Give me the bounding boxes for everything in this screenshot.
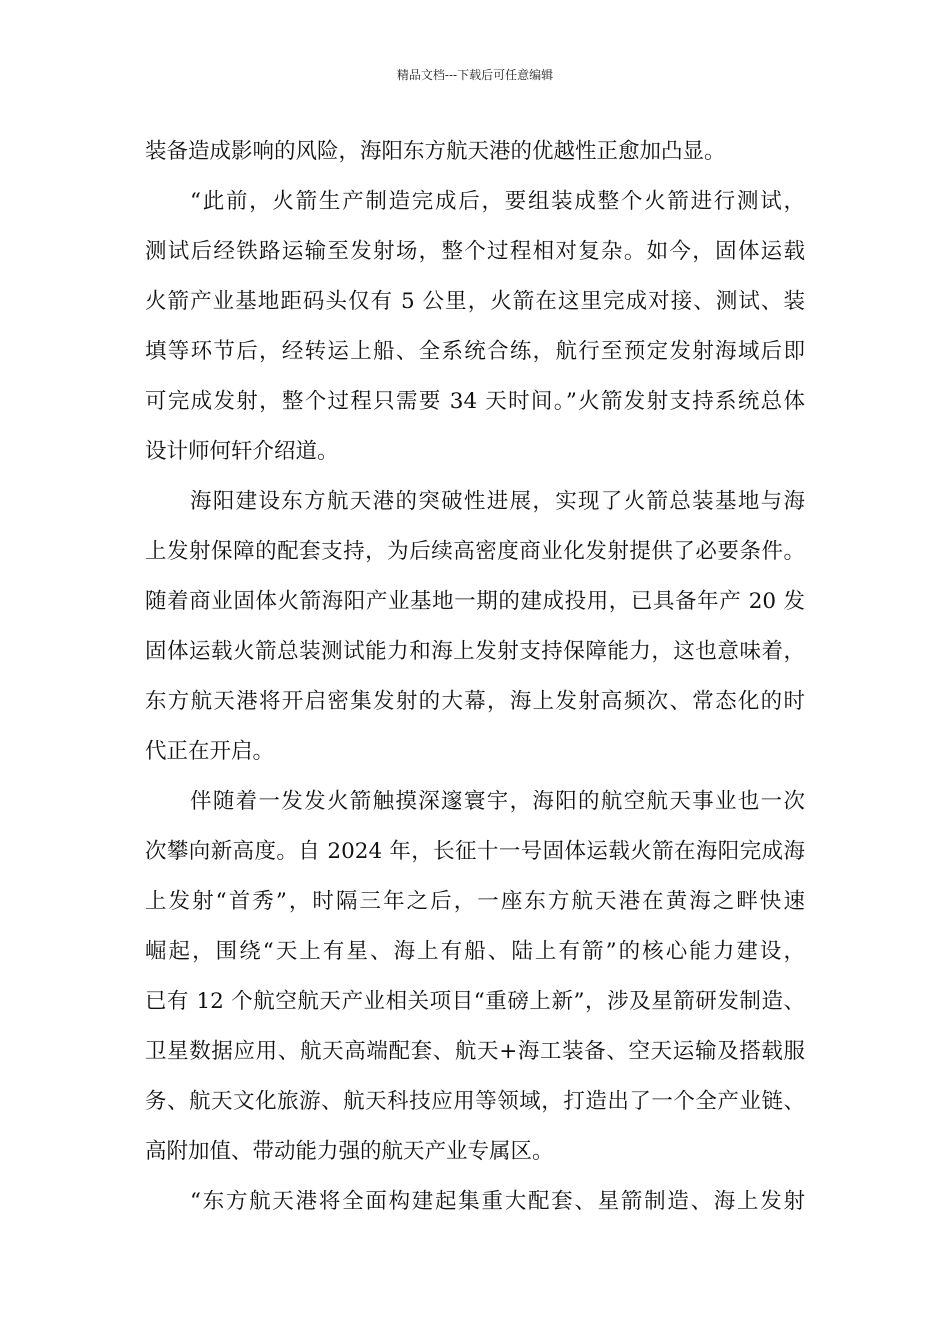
text-line: 东方航天港将开启密集发射的大幕，海上发射高频次、常态化的时 bbox=[145, 689, 805, 714]
paragraph bbox=[145, 127, 805, 177]
text-line: 伴随着一发发火箭触摸深邃寰宇，海阳的航空航天事业也一次 bbox=[190, 789, 805, 814]
text-line: 次攀向新高度。自 2024 年，长征十一号固体运载火箭在海阳完成海 bbox=[145, 839, 805, 864]
text-line: 上发射“首秀”，时隔三年之后，一座东方航天港在黄海之畔快速 bbox=[145, 889, 805, 914]
document-body bbox=[145, 127, 805, 1227]
text-line: 海阳建设东方航天港的突破性进展，实现了火箭总装基地与海 bbox=[190, 489, 805, 514]
text-line: 火箭产业基地距码头仅有 5 公里，火箭在这里完成对接、测试、装 bbox=[145, 289, 805, 314]
text-line: “此前，火箭生产制造完成后，要组装成整个火箭进行测试， bbox=[190, 189, 805, 214]
text-line: 高附加值、带动能力强的航天产业专属区。 bbox=[145, 1139, 554, 1164]
paragraph bbox=[145, 477, 805, 777]
text-line: 设计师何轩介绍道。 bbox=[145, 439, 339, 464]
text-line: “东方航天港将全面构建起集重大配套、星箭制造、海上发射 bbox=[190, 1189, 805, 1214]
text-line: 已有 12 个航空航天产业相关项目“重磅上新”，涉及星箭研发制造、 bbox=[145, 989, 805, 1014]
text-line: 上发射保障的配套支持，为后续高密度商业化发射提供了必要条件。 bbox=[145, 539, 805, 564]
text-line: 务、航天文化旅游、航天科技应用等领域，打造出了一个全产业链、 bbox=[145, 1089, 805, 1114]
text-line: 填等环节后，经转运上船、全系统合练，航行至预定发射海域后即 bbox=[145, 339, 805, 364]
text-line: 可完成发射，整个过程只需要 34 天时间。”火箭发射支持系统总体 bbox=[145, 389, 805, 414]
text-line: 测试后经铁路运输至发射场，整个过程相对复杂。如今，固体运载 bbox=[145, 239, 805, 264]
text-line: 代正在开启。 bbox=[145, 739, 275, 764]
paragraph bbox=[145, 1177, 805, 1227]
text-line: 固体运载火箭总装测试能力和海上发射支持保障能力，这也意味着， bbox=[145, 639, 805, 664]
text-line: 随着商业固体火箭海阳产业基地一期的建成投用，已具备年产 20 发 bbox=[145, 589, 805, 614]
text-line: 装备造成影响的风险，海阳东方航天港的优越性正愈加凸显。 bbox=[145, 139, 726, 164]
text-line: 卫星数据应用、航天高端配套、航天+海工装备、空天运输及搭载服 bbox=[145, 1039, 805, 1064]
paragraph bbox=[145, 177, 805, 477]
page-header: 精品文档---下载后可任意编辑 bbox=[396, 68, 554, 82]
text-line: 崛起，围绕“天上有星、海上有船、陆上有箭”的核心能力建设， bbox=[145, 939, 805, 964]
paragraph bbox=[145, 777, 805, 1177]
